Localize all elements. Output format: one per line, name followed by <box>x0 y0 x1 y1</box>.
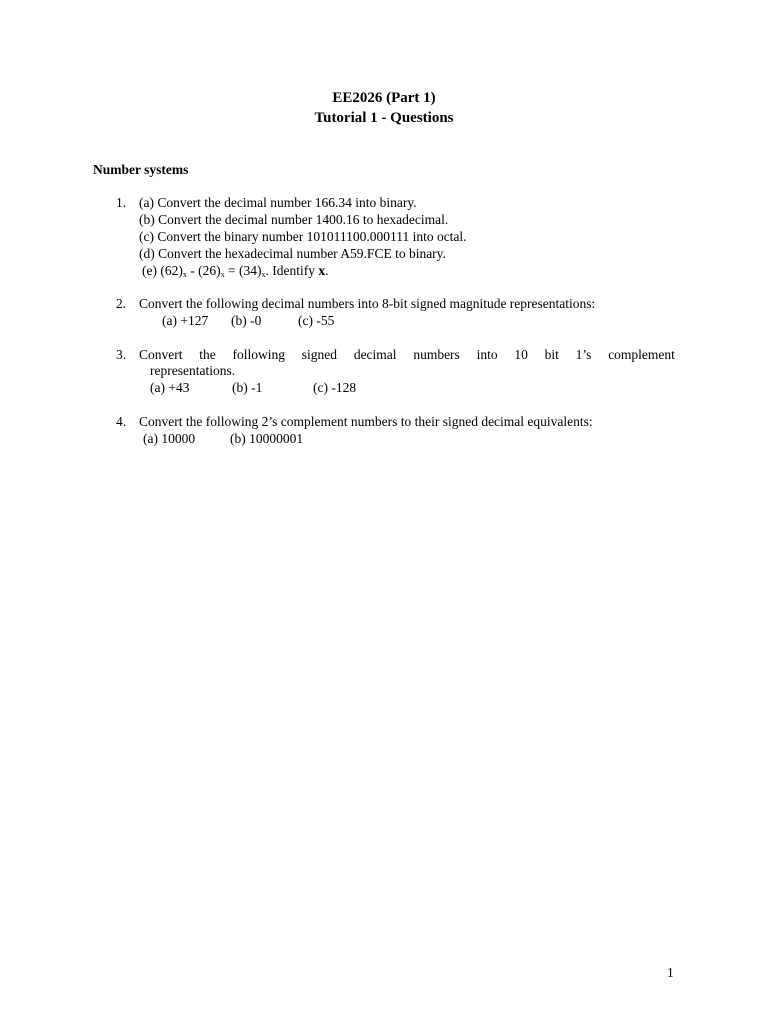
question-3-option-c: (c) -128 <box>313 380 357 395</box>
question-3-text-line-2: representations. <box>150 363 236 378</box>
question-4-option-b: (b) 10000001 <box>230 431 304 446</box>
question-2-number: 2. <box>116 296 127 311</box>
page-number: 1 <box>667 965 674 980</box>
document-subtitle: Tutorial 1 - Questions <box>314 110 454 126</box>
question-1e: (e) $(62)_x - (26)_x = (34)_x$. Identify x. <box>142 263 329 279</box>
question-2-option-c: (c) -55 <box>298 313 335 328</box>
question-2-option-a: (a) +127 <box>162 313 209 328</box>
question-2-text: Convert the following decimal numbers into 8-bit signed magnitude representations: <box>139 296 596 311</box>
question-4-number: 4. <box>116 414 127 429</box>
question-4-option-a: (a) 10000 <box>143 431 196 446</box>
variable-x: x <box>318 263 326 278</box>
question-3-option-b: (b) -1 <box>232 380 263 395</box>
question-1-number: 1. <box>116 195 127 210</box>
section-heading: Number systems <box>93 162 189 177</box>
question-3-option-a: (a) +43 <box>150 380 190 395</box>
question-3-text-line-1: Convert the following signed decimal numbers into 10 bit 1’s complement <box>139 347 675 362</box>
document-title: EE2026 (Part 1) <box>332 90 436 106</box>
question-1d: (d) Convert the hexadecimal number A59.FCE to binary. <box>139 246 446 261</box>
question-3-number: 3. <box>116 347 127 362</box>
question-1b: (b) Convert the decimal number 1400.16 to hexadecimal. <box>139 212 449 227</box>
question-1c: (c) Convert the binary number 101011100.000111 into octal. <box>139 229 467 244</box>
question-4-text: Convert the following 2’s complement numbers to their signed decimal equivalents: <box>139 414 593 429</box>
question-1a: (a) Convert the decimal number 166.34 into binary. <box>139 195 417 210</box>
question-2-option-b: (b) -0 <box>231 313 262 328</box>
